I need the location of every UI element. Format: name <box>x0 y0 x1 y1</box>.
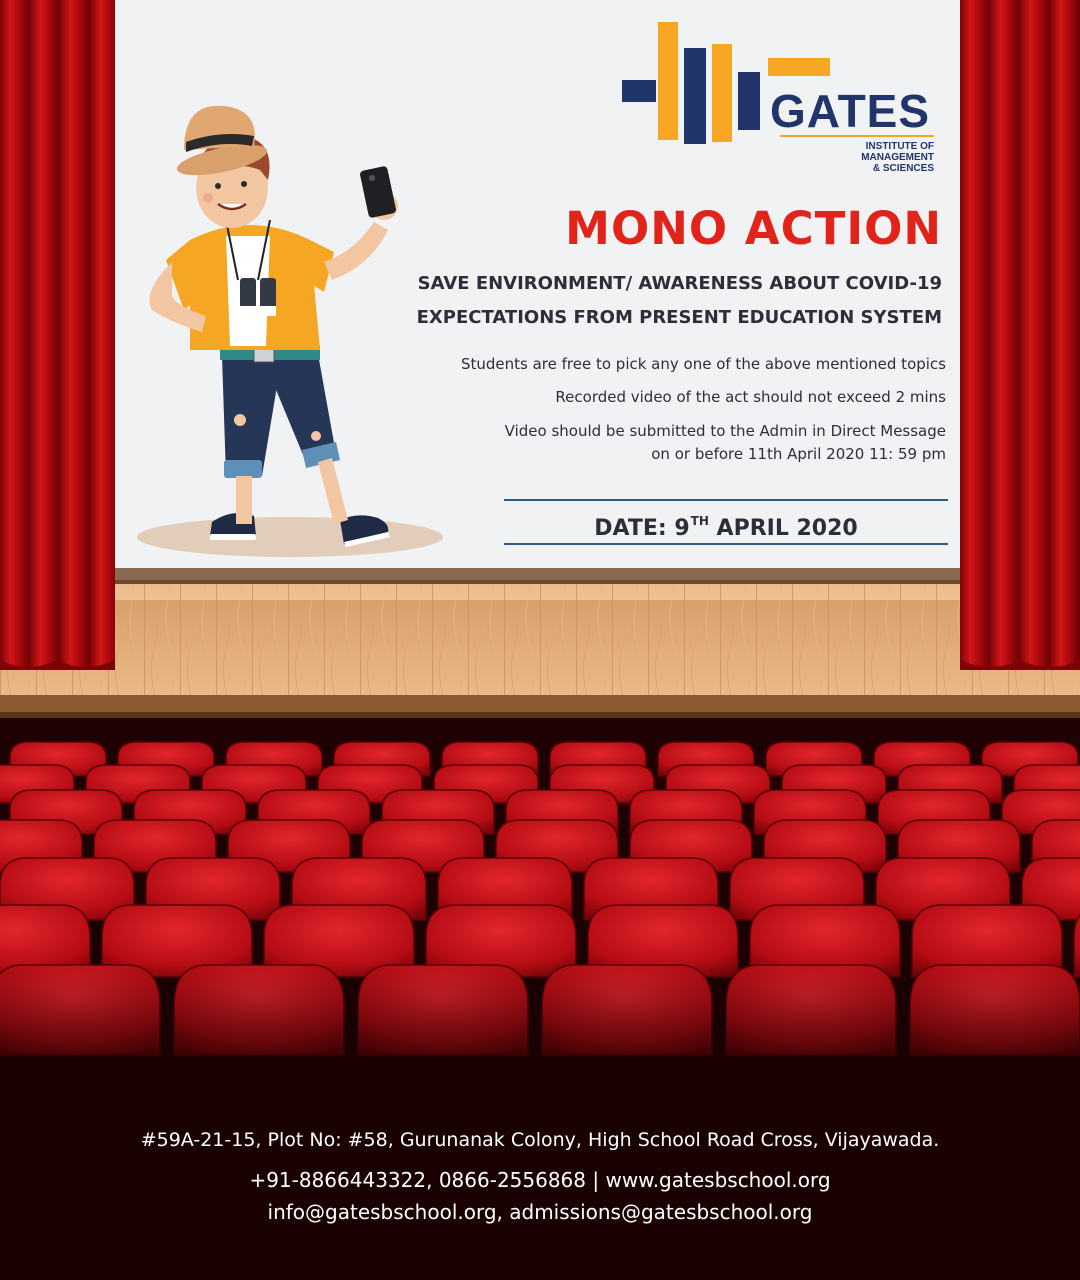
date-superscript: TH <box>690 514 709 528</box>
rule-item: on or before 11th April 2020 11: 59 pm <box>651 445 946 463</box>
logo-wordmark: GATES <box>770 85 931 137</box>
topic-item: SAVE ENVIRONMENT/ AWARENESS ABOUT COVID-19 <box>417 273 942 294</box>
rule-item: Recorded video of the act should not exceed 2 mins <box>555 388 946 406</box>
rule-item: Video should be submitted to the Admin in Direct Message <box>504 422 946 440</box>
event-title: MONO ACTION <box>565 202 942 255</box>
event-date <box>504 505 948 545</box>
date-suffix: APRIL 2020 <box>708 516 858 541</box>
footer-address: #59A-21-15, Plot No: #58, Gurunanak Colony, High School Road Cross, Vijayawada. <box>140 1129 940 1151</box>
logo-subtitle: INSTITUTE OF MANAGEMENT & SCIENCES <box>861 141 934 174</box>
date-divider <box>504 499 948 501</box>
date-prefix: DATE: 9 <box>594 516 690 541</box>
topic-item: EXPECTATIONS FROM PRESENT EDUCATION SYSTEM <box>416 307 942 328</box>
rule-item: Students are free to pick any one of the above mentioned topics <box>460 355 946 373</box>
right-curtain <box>960 0 1080 670</box>
date-divider <box>504 543 948 545</box>
stage-floor <box>0 580 1080 718</box>
footer-email: info@gatesbschool.org, admissions@gatesbschool.org <box>267 1200 813 1224</box>
footer-contact: +91-8866443322, 0866-2556868 | www.gatesbschool.org <box>249 1168 831 1192</box>
left-curtain <box>0 0 115 670</box>
